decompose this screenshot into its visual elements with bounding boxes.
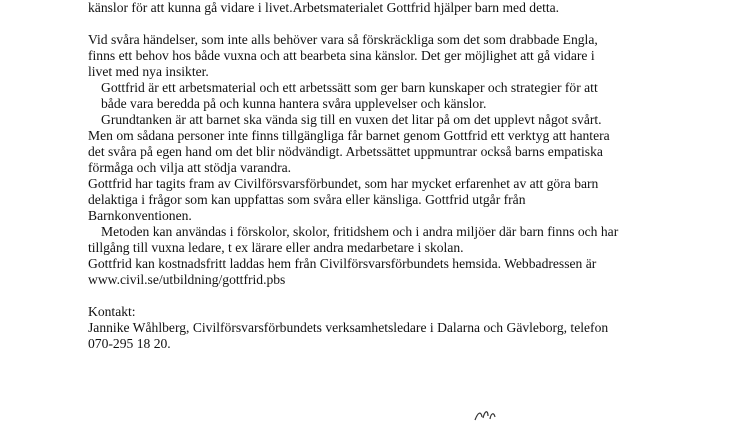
web-address: www.civil.se/utbildning/gottfrid.pbs [88, 272, 286, 287]
paragraph-download: Gottfrid kan kostnadsfritt laddas hem från Civilförsvarsförbundets hemsida. Webbadressen är www.civil.se/utbildning/gottfrid.pbs [88, 256, 648, 288]
paragraph-gottfrid-material: Gottfrid är ett arbetsmaterial och ett arbetssätt som ger barn kunskaper och strategier för att både vara beredda på och kunna hantera svåra upplevelser och känslor. [101, 80, 598, 111]
paragraph-intro-line: känslor för att kunna gå vidare i livet.Arbetsmaterialet Gottfrid hjälper barn med detta. [88, 0, 560, 15]
paragraph-basic-idea: Grundtanken är att barnet ska vända sig till en vuxen det litar på om det upplevt något svårt. Men om sådana personer inte finns tillgängliga får barnet genom Gottfrid ett verktyg att hantera det svåra på egen hand om det blir nödvändigt. Arbetssättet uppmuntrar också barns empatiska förmåga och vilja att stödja varandra. [88, 112, 610, 175]
contact-section: Kontakt: Jannike Wåhlberg, Civilförsvarsförbundets verksamhetsledare i Dalarna och Gävleborg, telefon 070-295 18 20. [88, 304, 648, 352]
paragraph-civilforsvarsforbundet: Gottfrid har tagits fram av Civilförsvarsförbundet, som har mycket erfarenhet av att göra barn delaktiga i frågor som kan uppfattas som svåra eller känsliga. Gottfrid utgår från Barnkonventionen. [88, 176, 599, 223]
paragraph-difficult-events: Vid svåra händelser, som inte alls behöver vara så förskräckliga som det som drabbade Engla, finns ett behov hos både vuxna och att bearbeta sina känslor. Det ger möjlighet att gå vidare i livet med nya insikter. [88, 32, 598, 79]
document-body [88, 0, 648, 352]
paragraph-method-use: Metoden kan användas i förskolor, skolor, fritidshem och i andra miljöer där barn finns och har tillgång till vuxna ledare, t ex lärare eller andra medarbetare i skolan. [88, 224, 619, 255]
contact-heading: Kontakt: [88, 304, 136, 319]
signature-mark-icon [472, 408, 498, 422]
